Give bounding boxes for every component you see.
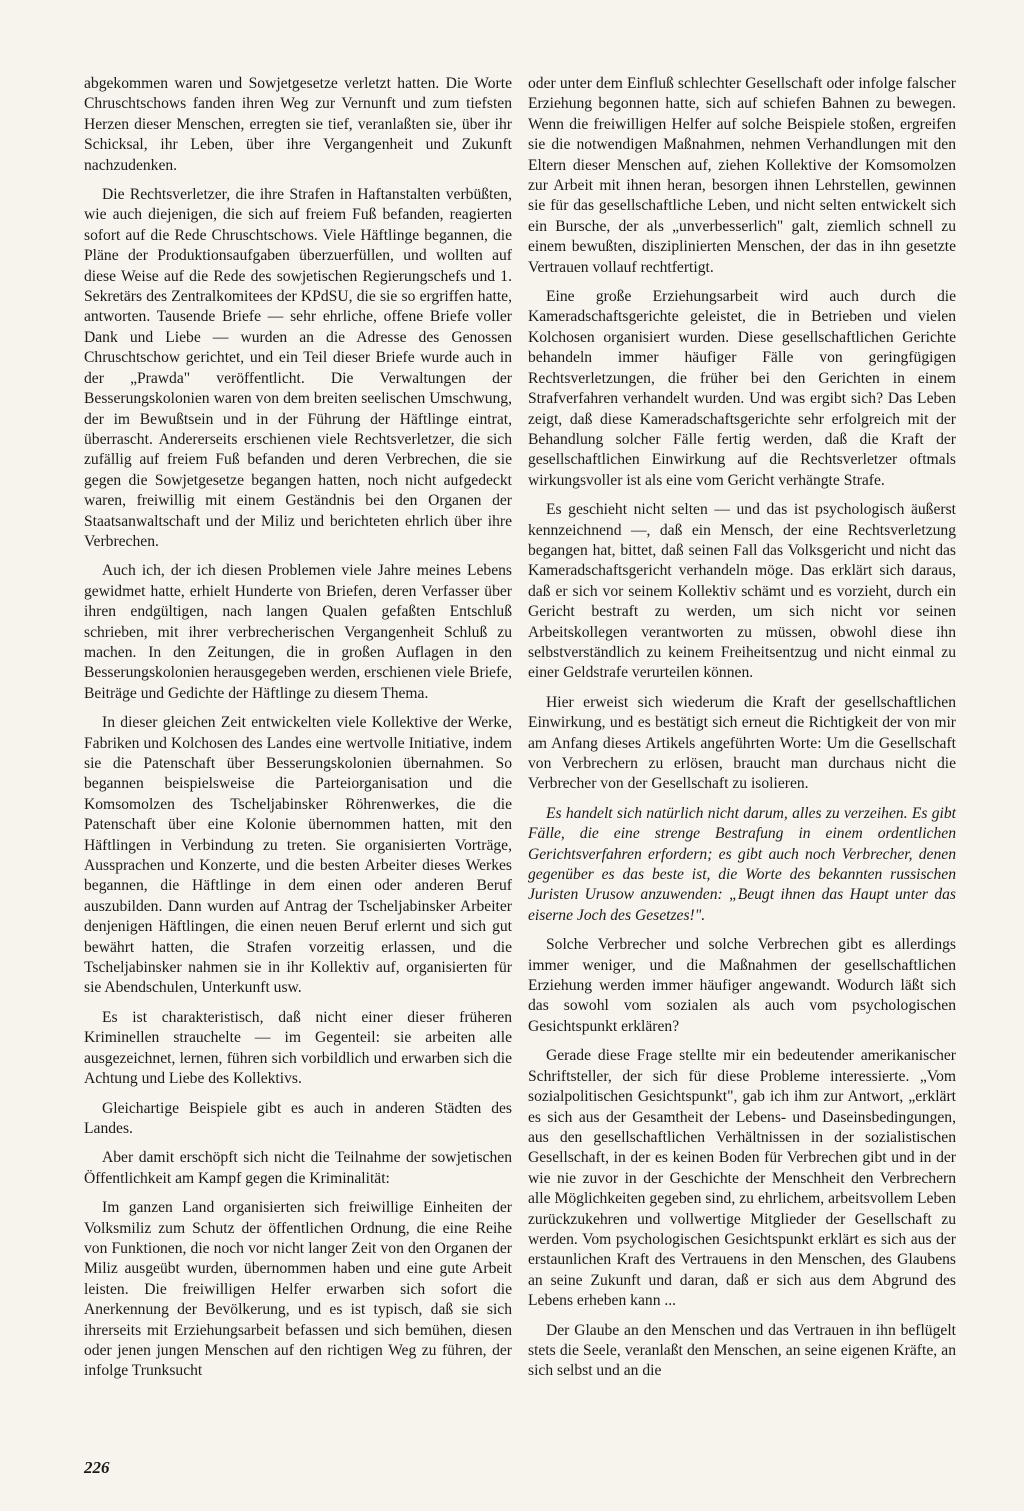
paragraph: Im ganzen Land organisierten sich freiwillige Einheiten der Volksmiliz zum Schutz der öffentlichen Ordnung, die eine Reihe von Funktionen, die noch vor nicht langer Zeit von den Organen der Miliz ausgeübt wurden, übernommen haben und eine gute Arbeit leisten. Die freiwilligen Helfer erwarben sich sofort die Anerkennung der Bevölkerung, und es ist typisch, daß sie sich ihrerseits mit Erziehungsarbeit befassen und sich bemühen, diesen oder jenen jungen Menschen auf den richtigen Weg zu führen, der infolge Trunksucht xyxy=(84,1199,512,1380)
paragraph: Hier erweist sich wiederum die Kraft der gesellschaftlichen Einwirkung, und es bestätigt sich erneut die Richtigkeit der von mir am Anfang dieses Artikels angeführten Worte: Um die Gesellschaft von Verbrechern zu erlösen, braucht man durchaus nicht die Verbrecher von der Gesellschaft zu isolieren. xyxy=(528,693,956,793)
paragraph: Auch ich, der ich diesen Problemen viele Jahre meines Lebens gewidmet hatte, erhielt Hunderte von Briefen, deren Verfasser über ihren endgültigen, nach langen Qualen gefaßten Entschluß schrieben, mit ihrer verbrecherischen Vergangenheit Schluß zu machen. In den Zeitungen, die in großen Auflagen in den Besserungskolonien herausgegeben werden, erschienen viele Briefe, Beiträge und Gedichte der Häftlinge zu diesem Thema. xyxy=(84,562,512,702)
paragraph: In dieser gleichen Zeit entwickelten viele Kollektive der Werke, Fabriken und Kolchosen des Landes eine wertvolle Initiative, indem sie die Patenschaft über Besserungskolonien übernahmen. So begannen beispielsweise die Parteiorganisation und die Komsomolzen des Tscheljabinsker Röhrenwerkes, die die Patenschaft über eine Kolonie übernommen hatten, mit den Häftlingen in Verbindung zu treten. Sie organisierten Vorträge, Aussprachen und Konzerte, und die besten Arbeiter dieses Werkes begannen, die Häftlinge in dem einen oder anderen Beruf auszubilden. Dann wurden auf Antrag der Tscheljabinsker Arbeiter denjenigen Häftlingen, die einen neuen Beruf erlernt und sich gut bewährt hatten, die Strafen vorzeitig erlassen, und die Tscheljabinsker nahmen sie in ihr Kollektiv auf, organisierten für sie Abendschulen, Unterkunft usw. xyxy=(84,714,512,997)
paragraph: Gerade diese Frage stellte mir ein bedeutender amerikanischer Schriftsteller, der sich für diese Probleme interessierte. „Vom sozialpolitischen Gesichtspunkt", gab ich ihm zur Antwort, „erklärt es sich aus der Gesamtheit der Lebens- und Daseinsbedingungen, aus den gesellschaftlichen Verhältnissen in der sozialistischen Gesellschaft, in der es keinen Boden für Verbrechen gibt und in der wie nie zuvor in der Geschichte der Menschheit den Verbrechern alle Möglichkeiten gegeben sind, zu ehrlichem, arbeitsvollem Leben zurückzukehren und vollwertige Mitglieder der Gesellschaft zu werden. Vom psychologischen Gesichtspunkt erklärt es sich aus der erstaunlichen Kraft des Vertrauens in den Menschen, des Glaubens an seine Zukunft und daran, daß er sich aus dem Abgrund des Lebens erheben kann ... xyxy=(528,1047,956,1310)
paragraph: abgekommen waren und Sowjetgesetze verletzt hatten. Die Worte Chruschtschows fanden ihren Weg zur Vernunft und zum tiefsten Herzen dieser Menschen, erregten sie tief, veranlaßten sie, über ihr Schicksal, ihr Leben, über ihre Vergangenheit und Zukunft nachzudenken. xyxy=(84,75,512,174)
right-column xyxy=(528,74,956,1454)
paragraph: Solche Verbrecher und solche Verbrechen gibt es allerdings immer weniger, und die Maßnahmen der gesellschaftlichen Erziehung werden immer häufiger angewandt. Wodurch läßt sich das sowohl vom sozialen als auch vom psychologischen Gesichtspunkt erklären? xyxy=(528,936,956,1035)
paragraph: Es geschieht nicht selten — und das ist psychologisch äußerst kennzeichnend —, daß ein Mensch, der eine Rechtsverletzung begangen hat, bittet, daß seinen Fall das Volksgericht und nicht das Kameradschaftsgericht verhandeln möge. Das erklärt sich daraus, daß er sich vor seinem Kollektiv schämt und es vorzieht, durch ein Gericht bestraft zu werden, um sich nicht vor seinen Arbeitskollegen verantworten zu müssen, obwohl diese ihn selbstverständlich zu keinem Freiheitsentzug und nicht einmal zu einer Geldstrafe verurteilen können. xyxy=(528,501,956,682)
document-page xyxy=(84,74,956,1454)
paragraph: Aber damit erschöpft sich nicht die Teilnahme der sowjetischen Öffentlichkeit am Kampf gegen die Kriminalität: xyxy=(84,1149,512,1187)
left-column xyxy=(84,74,512,1454)
paragraph: Eine große Erziehungsarbeit wird auch durch die Kameradschaftsgerichte geleistet, die in Betrieben und vielen Kolchosen organisiert wurden. Diese gesellschaftlichen Gerichte behandeln immer häufiger Fälle von geringfügigen Rechtsverletzungen, die früher bei den Gerichten in einem Strafverfahren verhandelt wurden. Und was ergibt sich? Das Leben zeigt, daß diese Kameradschaftsgerichte sehr erfolgreich mit der Behandlung solcher Fälle fertig werden, daß die Kraft der gesellschaftlichen Einwirkung auf die Rechtsverletzer oftmals wirkungsvoller ist als eine vom Gericht verhängte Strafe. xyxy=(528,288,956,489)
page-number: 226 xyxy=(84,1458,110,1477)
text-columns xyxy=(84,74,956,1454)
paragraph: Die Rechtsverletzer, die ihre Strafen in Haftanstalten verbüßten, wie auch diejenigen, die sich auf freiem Fuß befanden, reagierten sofort auf die Rede Chruschtschows. Viele Häftlinge begannen, die Pläne der Produktionsaufgaben überzuerfüllen, und wollten auf diese Weise auf die Rede des sowjetischen Regierungschefs und 1. Sekretärs des Zentralkomitees der KPdSU, die sie so ergriffen hatte, antworten. Tausende Briefe — sehr ehrliche, offene Briefe voller Dank und Liebe — wurden an die Adresse des Genossen Chruschtschow gerichtet, und ein Teil dieser Briefe wurde auch in der „Prawda" veröffentlicht. Die Verwaltungen der Besserungskolonien waren von dem breiten seelischen Umschwung, der im Bewußtsein und in der Führung der Häftlinge eintrat, überrascht. Andererseits erschienen viele Rechtsverletzer, die sich zufällig auf freiem Fuß befanden und deren Verbrechen, die sie gegen die Sowjetgesetze begangen hatten, noch nicht aufgedeckt waren, freiwillig mit einem Geständnis bei den Organen der Staatsanwaltschaft und der Miliz und berichteten ehrlich über ihre Verbrechen. xyxy=(84,186,512,550)
paragraph: Gleichartige Beispiele gibt es auch in anderen Städten des Landes. xyxy=(84,1099,512,1137)
paragraph: Es ist charakteristisch, daß nicht einer dieser früheren Kriminellen strauchelte — im Gegenteil: sie arbeiten alle ausgezeichnet, lernen, führen sich vorbildlich und erwarben sich die Achtung und Liebe des Kollektivs. xyxy=(84,1008,512,1088)
paragraph: oder unter dem Einfluß schlechter Gesellschaft oder infolge falscher Erziehung begonnen hatte, sich auf schiefen Bahnen zu bewegen. Wenn die freiwilligen Helfer auf solche Beispiele stoßen, ergreifen sie die notwendigen Maßnahmen, nehmen Verhandlungen mit den Eltern dieser Menschen auf, ziehen Kollektive der Komsomolzen zur Arbeit mit ihnen heran, besorgen ihnen Lehrstellen, gewinnen sie für das gesellschaftliche Leben, und nicht selten entwickelt sich ein Bursche, der als „unverbesserlich" galt, ziemlich schnell zu einem bewußten, disziplinierten Menschen, der das in ihn gesetzte Vertrauen vollauf rechtfertigt. xyxy=(528,75,956,276)
paragraph: Der Glaube an den Menschen und das Vertrauen in ihn beflügelt stets die Seele, veranlaßt den Menschen, an seine eigenen Kräfte, an sich selbst und an die xyxy=(528,1321,956,1380)
italic-paragraph: Es handelt sich natürlich nicht darum, alles zu verzeihen. Es gibt Fälle, die eine strenge Bestrafung in einem ordentlichen Gerichtsverfahren erfordern; es gibt auch noch Verbrecher, denen gegenüber es das beste ist, die Worte des bekannten russischen Juristen Urusow anzuwenden: „Beugt ihnen das Haupt unter das eiserne Joch des Gesetzes!". xyxy=(528,804,956,924)
